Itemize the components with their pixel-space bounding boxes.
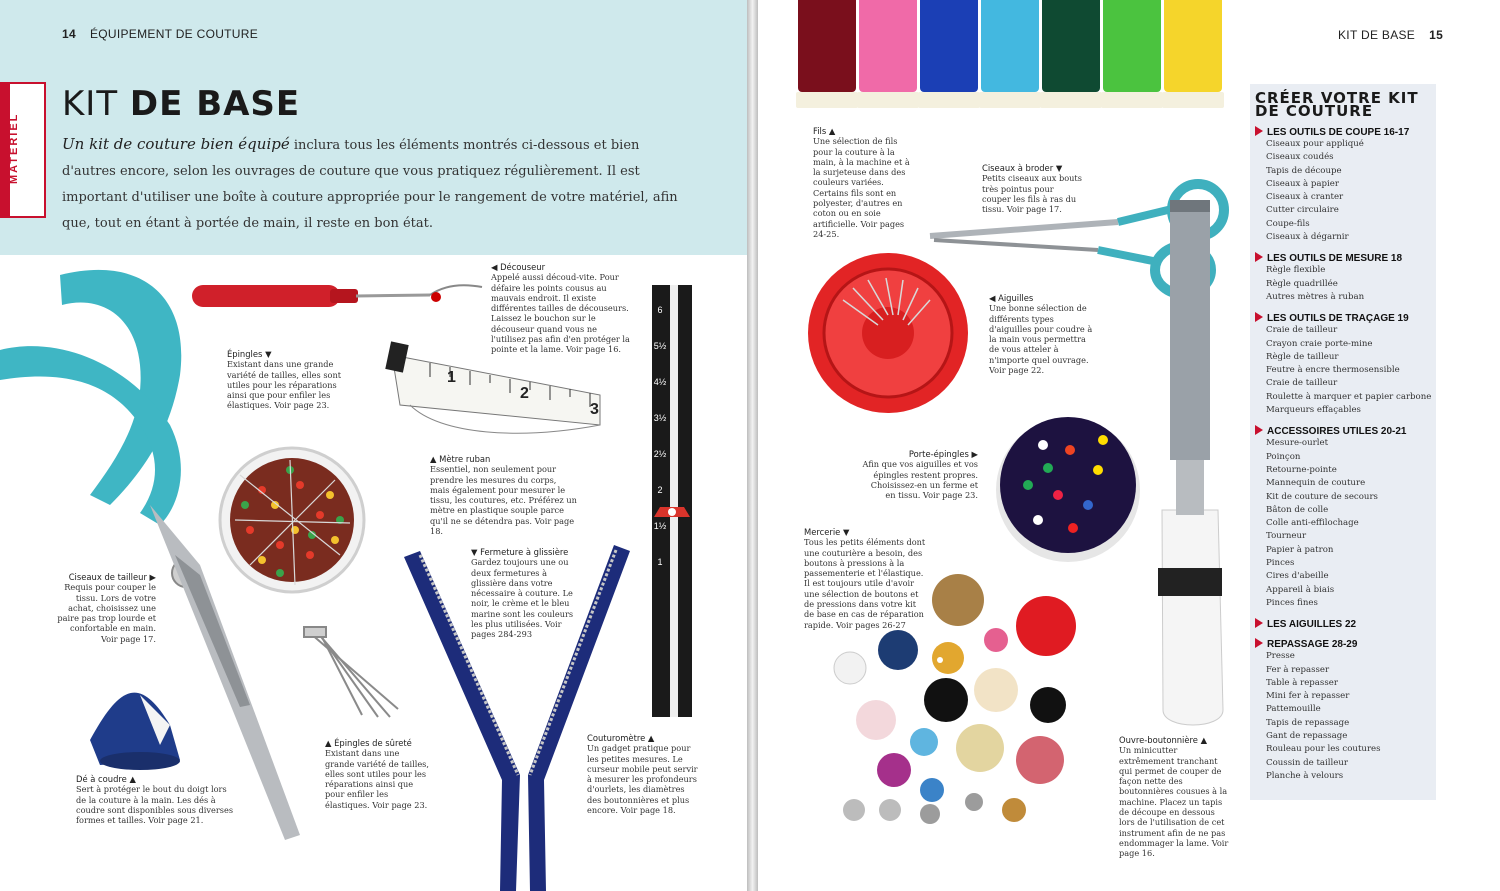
sidebar-item: Pattemouille (1266, 704, 1321, 715)
sidebar-item: Marqueurs effaçables (1266, 405, 1361, 416)
sidebar-item: Règle flexible (1266, 265, 1326, 276)
sidebar-section-heading: REPASSAGE 28-29 (1255, 638, 1436, 650)
caption-de-title: Dé à coudre ▲ (76, 774, 136, 784)
caption-aiguilles-title: ◀ Aiguilles (989, 293, 1034, 303)
caption-decouseur (491, 262, 631, 355)
sidebar-item: Craie de tailleur (1266, 378, 1338, 389)
caption-broder-title: Ciseaux à broder ▼ (982, 163, 1063, 173)
sidebar-item: Appareil à biais (1266, 584, 1335, 595)
caption-mercerie-text: Tous les petits éléments dont une couturière a besoin, des boutons à pressions à la passementerie et l'élastique. Il est toujours utile d'avoir une sélection de boutons et de pressions dans votre kit de base en cas de réparation rapide. Voir pages 26-27 (804, 537, 926, 630)
sidebar-section-heading: LES AIGUILLES 22 (1255, 618, 1436, 630)
caption-porte-title: Porte-épingles ▶ (908, 449, 978, 459)
caption-fils (813, 126, 915, 239)
sidebar-item: Coupe-fils (1266, 218, 1310, 229)
caption-ouvre (1119, 735, 1231, 859)
sidebar-item: Crayon craie porte-mine (1266, 338, 1373, 349)
sidebar-item: Ciseaux coudés (1266, 152, 1334, 163)
thread-spool (798, 0, 856, 92)
thread-spool (1164, 0, 1222, 92)
caption-decouseur-title: ◀ Découseur (491, 262, 546, 272)
caption-aiguilles-text: Une bonne sélection de différents types d'aiguilles pour coudre à la main vous permettra de vous atteler à n'importe quel ouvrage. Voir page 22. (989, 303, 1093, 376)
sidebar-section-heading: LES OUTILS DE COUPE 16-17 (1255, 126, 1436, 138)
sidebar-item: Autres mètres à ruban (1266, 291, 1365, 302)
sidebar-item: Règle quadrillée (1266, 278, 1338, 289)
caption-broder (982, 163, 1082, 214)
tape-mark-3: 3 (590, 401, 599, 418)
thread-spool (1042, 0, 1100, 92)
sidebar-item: Cires d'abeille (1266, 571, 1329, 582)
caption-aiguilles (989, 293, 1095, 375)
sidebar-section-heading: ACCESSOIRES UTILES 20-21 (1255, 425, 1436, 437)
caption-fils-title: Fils ▲ (813, 126, 836, 136)
sidebar-item: Ciseaux pour appliqué (1266, 139, 1364, 149)
caption-ciseaux-title: Ciseaux de tailleur ▶ (68, 572, 156, 582)
caption-de (76, 774, 234, 825)
sidebar-item: Mini fer à repasser (1266, 691, 1350, 702)
right-page (758, 0, 1500, 891)
sidebar-sections (1250, 126, 1436, 783)
caption-coutur-title: Couturomètre ▲ (587, 733, 655, 743)
sidebar-item: Rouleau pour les coutures (1266, 744, 1381, 755)
caption-porte (860, 449, 978, 500)
thimble-image (90, 693, 180, 770)
caption-fermeture-title: ▼ Fermeture à glissière (471, 547, 569, 557)
side-tab (0, 82, 46, 218)
caption-porte-text: Afin que vos aiguilles et vos épingles restent propres. Choisissez-en un ferme et en tissu. Voir page 23. (862, 459, 978, 501)
sidebar-item: Bâton de colle (1266, 504, 1329, 515)
pincushion-image (996, 417, 1140, 562)
caption-ouvre-title: Ouvre-boutonnière ▲ (1119, 735, 1208, 745)
pins-box-image (220, 448, 364, 592)
caption-ouvre-text: Un minicutter extrêmement tranchant qui permet de couper de façon nette des boutonnières cousues à la machine. Placez un tapis de découpe en dessous lors de l'utilisation de cet instrument afin de ne pas endommager la lame. Voir page 16. (1119, 745, 1229, 859)
tape-measure-image (385, 341, 600, 433)
sidebar-item: Craie de tailleur (1266, 325, 1338, 336)
sidebar-item: Papier à patron (1266, 544, 1334, 555)
sidebar-item: Presse (1266, 651, 1295, 662)
sidebar-item: Kit de couture de secours (1266, 491, 1378, 502)
page-number-right: 15 (1429, 28, 1444, 42)
intro-text: inclura tous les éléments montrés ci-dessous et bien d'autres encore, selon les ouvrages de couture que vous pratiquez régulièrement. Il est important d'utiliser une boîte à couture appropriée pour le rangement de votre matériel, afin que, tout en étant à portée de main, il reste en bon état. (62, 138, 678, 231)
sidebar-item: Mannequin de couture (1266, 478, 1366, 489)
caption-decouseur-text: Appelé aussi découd-vite. Pour défaire les points cousus au mauvais endroit. Il existe différentes tailles de découseurs. Laissez le bouchon sur le découseur quand vous ne l'utilisez pas afin d'en protéger la pointe et la lame. Voir page 16. (491, 272, 630, 355)
caption-metre-text: Essentiel, non seulement pour prendre les mesures du corps, mais également pour mesurer le tissu, les coutures, etc. Préférez un mètre en plastique souple parce qu'il ne se détendra pas. Voir page 18. (430, 464, 577, 537)
thread-spool (859, 0, 917, 92)
sidebar-item: Colle anti-effilochage (1266, 518, 1359, 529)
sidebar-item: Cutter circulaire (1266, 205, 1339, 216)
caption-fils-text: Une sélection de fils pour la couture à la main, à la machine et à la surjeteuse dans des couleurs variées. Certains fils sont en polyester, d'autres en coton ou en soie artificielle. Voir pages 24-25. (813, 136, 910, 239)
chapter-title-right: KIT DE BASE (1338, 28, 1416, 42)
caption-de-text: Sert à protéger le bout du doigt lors de la couture à la main. Les dés à coudre sont disponibles sous diverses formes et tailles. Voir page 21. (76, 784, 234, 826)
sidebar-item: Mesure-ourlet (1266, 438, 1329, 449)
sidebar-item: Retourne-pointe (1266, 464, 1337, 475)
sidebar-item: Tapis de repassage (1266, 717, 1350, 728)
intro-lead: Un kit de couture bien équipé (62, 135, 290, 153)
caption-epingles-title: Épingles ▼ (227, 349, 272, 359)
running-head-left (62, 27, 258, 41)
caption-coutur-text: Un gadget pratique pour les petites mesures. Le curseur mobile peut servir à mesurer les profondeurs d'ourlets, les diamètres des boutonnières et plus encore. Voir page 18. (587, 743, 698, 816)
caption-metre-title: ▲ Mètre ruban (430, 454, 491, 464)
gauge-marks: 6 5½ 4½ 3½ 2½ 2 1½ 1 (653, 305, 667, 567)
running-head-right (1338, 28, 1443, 42)
caption-broder-text: Petits ciseaux aux bouts très pointus pour couper les fils à ras du tissu. Voir page 17. (982, 173, 1082, 215)
caption-ciseaux (52, 572, 156, 644)
sidebar-item: Ciseaux à cranter (1266, 192, 1344, 203)
caption-epingles-text: Existant dans une grande variété de tailles, elles sont utiles pour les réparations ainsi que pour enfiler les élastiques. Voir page 23. (227, 359, 342, 411)
safety-pins-image (304, 627, 398, 717)
sidebar-item: Feutre à encre thermosensible (1266, 365, 1400, 376)
sidebar-item: Fer à repasser (1266, 664, 1330, 675)
sidebar-item: Poinçon (1266, 451, 1301, 462)
caption-surete-text: Existant dans une grande variété de tailles, elles sont utiles pour les réparations ainsi que pour enfiler les élastiques. Voir page 23. (325, 748, 429, 810)
seam-ripper-image (192, 285, 482, 307)
sidebar-item: Pinces (1266, 558, 1295, 569)
sidebar-section-heading: LES OUTILS DE TRAÇAGE 19 (1255, 312, 1436, 324)
left-page (0, 0, 747, 891)
caption-surete-title: ▲ Épingles de sûreté (325, 738, 412, 748)
intro-paragraph (62, 131, 682, 237)
thread-spool (981, 0, 1039, 92)
book-gutter (747, 0, 758, 891)
sidebar-item: Table à repasser (1266, 677, 1338, 688)
caption-ciseaux-text: Requis pour couper le tissu. Lors de votre achat, choisissez une paire pas trop lourde et confortable en main. Voir page 17. (57, 582, 156, 644)
thread-spool (1103, 0, 1161, 92)
sidebar-section-heading: LES OUTILS DE MESURE 18 (1255, 252, 1436, 264)
needles-case-image (808, 253, 968, 413)
page-title: KIT DE BASE (62, 84, 301, 124)
sidebar-item: Tourneur (1266, 531, 1307, 542)
thread-spool (920, 0, 978, 92)
sidebar-item: Tapis de découpe (1266, 165, 1342, 176)
caption-couturometre (587, 733, 699, 815)
sidebar-item: Coussin de tailleur (1266, 757, 1348, 768)
caption-surete (325, 738, 429, 810)
sidebar-item: Gant de repassage (1266, 730, 1348, 741)
caption-fermeture (471, 547, 575, 640)
sidebar-item: Planche à velours (1266, 770, 1344, 781)
sidebar-item: Ciseaux à dégarnir (1266, 232, 1349, 243)
page-number-left: 14 (62, 27, 76, 41)
sidebar-item: Pinces fines (1266, 597, 1318, 608)
tape-mark-2: 2 (520, 385, 529, 402)
caption-mercerie (804, 527, 926, 630)
chapter-title: ÉQUIPEMENT DE COUTURE (89, 27, 259, 41)
sidebar-kit-list (1250, 84, 1436, 800)
caption-epingles (227, 349, 349, 411)
sidebar-item: Ciseaux à papier (1266, 178, 1339, 189)
sidebar-title: CRÉER VOTRE KIT DE COUTURE (1255, 89, 1419, 120)
sidebar-item: Règle de tailleur (1266, 351, 1339, 362)
tape-mark-1: 1 (447, 369, 456, 386)
caption-mercerie-title: Mercerie ▼ (804, 527, 850, 537)
caption-metre (430, 454, 578, 536)
sidebar-item: Roulette à marquer et papier carbone (1266, 391, 1432, 402)
side-tab-label: MATÉRIEL (8, 112, 20, 184)
caption-fermeture-text: Gardez toujours une ou deux fermetures à glissière dans votre nécessaire à couture. Le noir, le crème et le bleu marine sont les couleurs les plus utilisées. Voir pages 284-293 (471, 557, 574, 640)
